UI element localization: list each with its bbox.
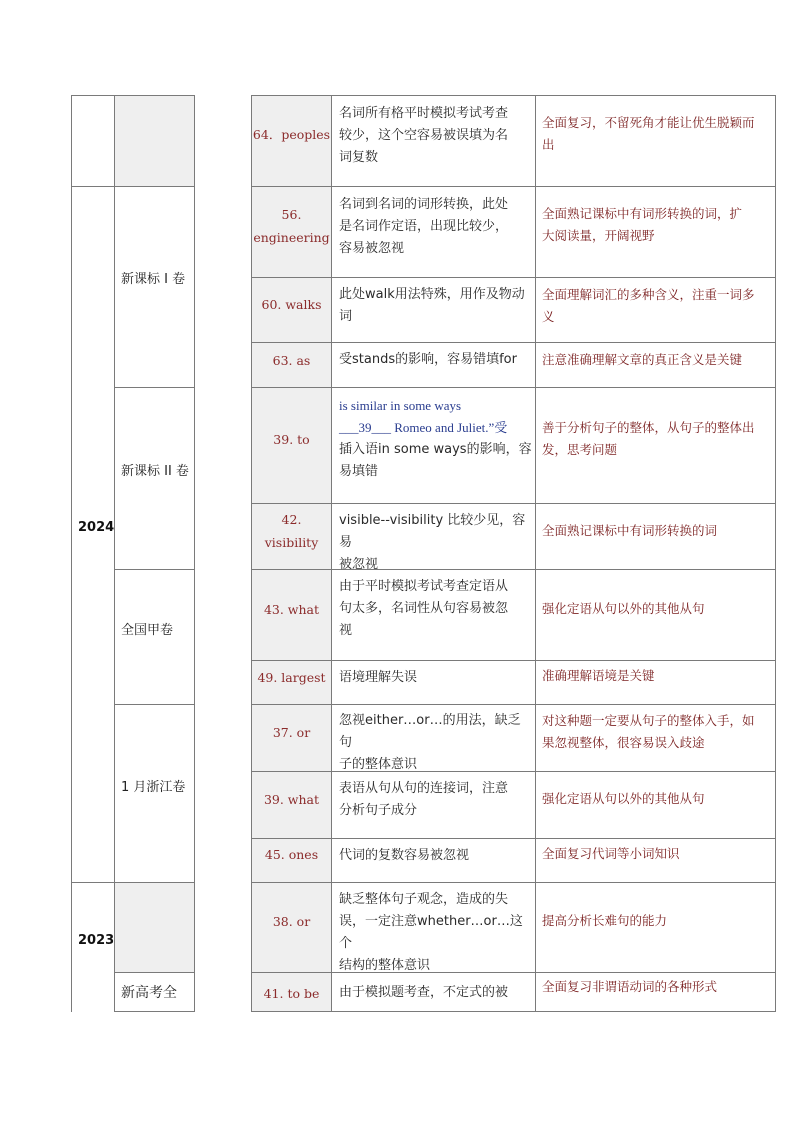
advice-line: 全面复习代词等小词知识: [542, 846, 680, 861]
analysis-line: 结构的整体意识: [339, 958, 431, 973]
advice-line: 对这种题一定要从句子的整体入手，如: [542, 713, 755, 728]
table-col-divider: [194, 95, 195, 1012]
paper-cell-shade: [114, 96, 194, 186]
advice-cell: [542, 710, 772, 754]
answer-line: 56.: [281, 207, 302, 222]
answer-line: 43. what: [263, 602, 320, 617]
analysis-cell: [339, 889, 533, 977]
advice-line: 全面复习，不留死角才能让优生脱颖而: [542, 115, 755, 130]
analysis-line: 视: [339, 623, 353, 638]
advice-cell: [542, 976, 772, 998]
advice-cell: [542, 417, 772, 461]
table-col-divider: [775, 95, 776, 1012]
advice-line: 强化定语从句以外的其他从句: [542, 791, 705, 806]
table-col-divider: [114, 95, 115, 1012]
advice-line: 义: [542, 309, 555, 324]
analysis-line: 插入语in some ways的影响，容: [339, 442, 532, 457]
analysis-line: 代词的复数容易被忽视: [339, 848, 470, 863]
answer-cell: [252, 788, 331, 811]
answer-line: 39. what: [263, 792, 320, 807]
analysis-line: 子的整体意识: [339, 757, 418, 772]
answer-cell: [252, 428, 331, 451]
answer-line: 49. largest: [257, 670, 326, 685]
table-col-divider: [71, 95, 72, 1012]
advice-cell: [542, 598, 772, 620]
advice-line: 全面熟记课标中有词形转换的词: [542, 523, 718, 538]
answer-line: 64．peoples: [252, 127, 331, 142]
year-divider: [71, 186, 114, 187]
analysis-line: 名词到名词的词形转换，此处: [339, 197, 509, 212]
paper-divider: [114, 704, 195, 705]
advice-line: 提高分析长难句的能力: [542, 913, 668, 928]
analysis-line: 分析句子成分: [339, 803, 418, 818]
paper-divider: [114, 882, 195, 883]
analysis-cell: [339, 395, 533, 483]
answer-cell: [252, 666, 331, 689]
advice-line: 全面复习非谓语动词的各种形式: [542, 979, 718, 994]
analysis-cell: [339, 845, 531, 867]
analysis-line: 此处walk用法特殊，用作及物动: [339, 287, 525, 302]
advice-line: 出: [542, 137, 555, 152]
answer-line: 63. as: [272, 353, 311, 368]
paper-label: 新高考全: [121, 985, 177, 1001]
analysis-line: 易填错: [339, 464, 379, 479]
analysis-cell: [339, 349, 531, 371]
answer-cell: [252, 123, 331, 146]
analysis-line: 词: [339, 309, 353, 324]
analysis-cell: [339, 982, 531, 1004]
answer-line: engineering: [253, 230, 330, 245]
analysis-line: is similar in some ways: [339, 398, 462, 413]
answer-line: 41. to be: [263, 986, 320, 1001]
advice-cell: [542, 284, 772, 328]
answer-line: 37. or: [272, 725, 311, 740]
advice-line: 发，思考问题: [542, 442, 618, 457]
analysis-line: 受stands的影响，容易错填for: [339, 352, 517, 367]
analysis-line: 忽视either…or…的用法，缺乏句: [339, 713, 521, 750]
analysis-line: 缺乏整体句子观念，造成的失: [339, 892, 509, 907]
paper-divider: [114, 569, 195, 570]
analysis-line: 由于平时模拟考试考查定语从: [339, 579, 509, 594]
answer-cell: [252, 721, 331, 744]
answer-cell: [252, 843, 331, 866]
answer-line: 38. or: [272, 914, 311, 929]
answer-line: 42.: [281, 512, 302, 527]
paper-label: 新课标 II 卷: [121, 464, 189, 479]
advice-cell: [542, 520, 772, 542]
advice-line: 大阅读量，开阔视野: [542, 228, 655, 243]
answer-cell: [252, 910, 331, 933]
year-divider: [71, 882, 114, 883]
analysis-line: 较少，这个空容易被误填为名: [339, 128, 509, 143]
year-divider: [71, 95, 114, 96]
analysis-cell: [339, 710, 531, 776]
advice-cell: [542, 665, 772, 687]
analysis-line: 表语从句从句的连接词，注意: [339, 781, 509, 796]
advice-cell: [542, 910, 772, 932]
paper-label: 全国甲卷: [121, 623, 174, 638]
paper-divider: [114, 186, 195, 187]
paper-divider: [114, 1011, 195, 1012]
advice-cell: [542, 203, 772, 247]
analysis-cell: [339, 778, 531, 822]
advice-line: 全面理解词汇的多种含义，注重一词多: [542, 287, 755, 302]
answer-cell: [252, 982, 331, 1005]
analysis-cell: [339, 194, 531, 260]
advice-line: 强化定语从句以外的其他从句: [542, 601, 705, 616]
analysis-cell: [339, 103, 531, 169]
answer-cell: [252, 598, 331, 621]
answer-line: visibility: [264, 535, 319, 550]
answer-cell: [252, 508, 331, 554]
paper-divider: [114, 387, 195, 388]
analysis-line: 容易被忽视: [339, 241, 405, 256]
answer-line: 45. ones: [264, 847, 319, 862]
advice-cell: [542, 843, 772, 865]
analysis-line: 由于模拟题考查，不定式的被: [339, 985, 509, 1000]
analysis-line: 名词所有格平时模拟考试考查: [339, 106, 509, 121]
analysis-cell: [339, 667, 531, 689]
analysis-cell: [339, 576, 531, 642]
answer-cell: [252, 293, 331, 316]
advice-line: 果忽视整体，很容易误入歧途: [542, 735, 705, 750]
analysis-line: 词复数: [339, 150, 379, 165]
advice-cell: [542, 112, 772, 156]
analysis-cell: [339, 510, 531, 576]
table-col-divider: [331, 95, 332, 1012]
paper-label: 1 月浙江卷: [121, 780, 186, 795]
paper-divider: [114, 95, 195, 96]
advice-line: 善于分析句子的整体，从句子的整体出: [542, 420, 755, 435]
analysis-cell: [339, 284, 531, 328]
paper-label: 新课标 I 卷: [121, 272, 186, 287]
analysis-line: ___39___ Romeo and Juliet.”受: [339, 420, 508, 435]
analysis-line: 被忽视: [339, 557, 379, 572]
year-label: 2023: [78, 933, 115, 948]
answer-line: 39. to: [273, 432, 310, 447]
advice-line: 全面熟记课标中有词形转换的词，扩: [542, 206, 743, 221]
answer-cell: [252, 349, 331, 372]
answer-line: 60. walks: [261, 297, 322, 312]
advice-cell: [542, 788, 772, 810]
analysis-line: 误，一定注意whether…or…这个: [339, 914, 523, 951]
paper-cell-shade: [114, 883, 194, 973]
advice-cell: [542, 349, 772, 371]
advice-line: 准确理解语境是关键: [542, 668, 655, 683]
answer-cell: [252, 203, 331, 249]
analysis-line: visible--visibility 比较少见，容易: [339, 513, 526, 550]
analysis-line: 句太多，名词性从句容易被忽: [339, 601, 509, 616]
year-label: 2024: [78, 520, 115, 535]
advice-line: 注意准确理解文章的真正含义是关键: [542, 352, 743, 367]
paper-divider: [114, 972, 195, 973]
table-col-divider: [535, 95, 536, 1012]
analysis-line: 语境理解失误: [339, 670, 418, 685]
analysis-line: 是名词作定语，出现比较少，: [339, 219, 509, 234]
